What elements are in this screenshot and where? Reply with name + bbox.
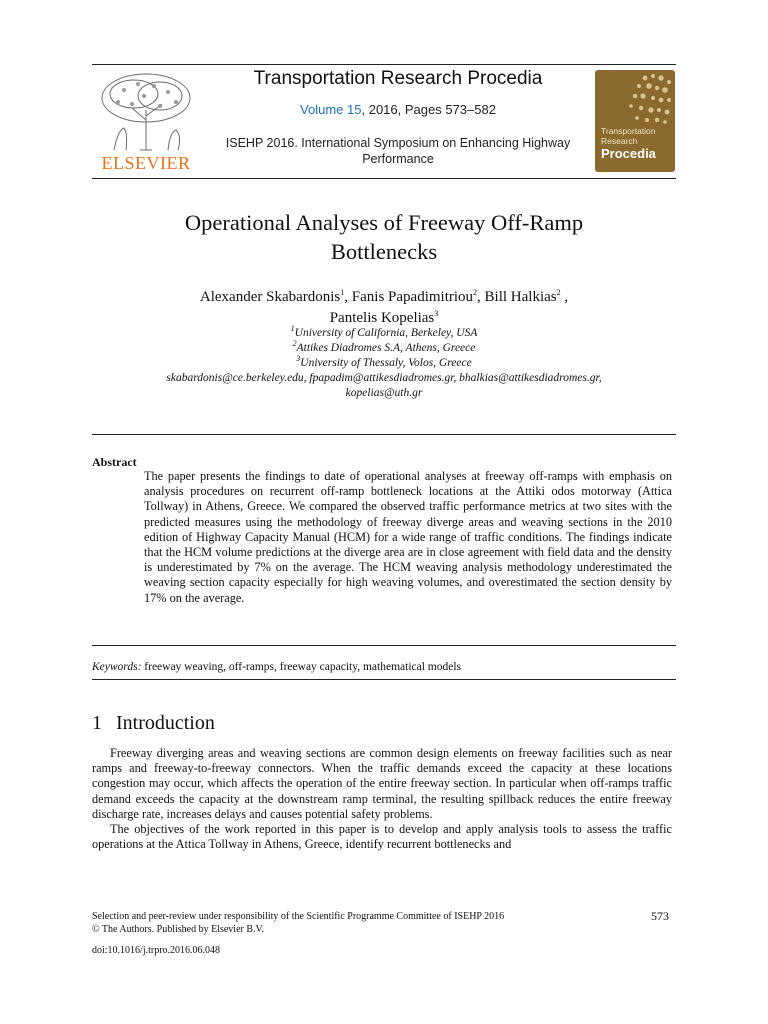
author-name: Bill Halkias — [484, 289, 557, 305]
paper-title-line-2: Bottlenecks — [330, 239, 438, 264]
affiliation-text: University of Thessaly, Volos, Greece — [300, 357, 472, 369]
cover-title — [601, 126, 656, 161]
body-text — [92, 746, 672, 852]
affiliation-number: 3 — [296, 354, 301, 364]
cover-dots-pattern — [595, 70, 675, 126]
conference-line-2: Performance — [362, 152, 434, 166]
volume-link[interactable]: Volume 15 — [300, 102, 362, 117]
author-line-1 — [92, 287, 676, 308]
procedia-cover-image — [595, 70, 675, 172]
affiliation-item — [92, 326, 676, 341]
section-title: Introduction — [116, 712, 215, 734]
journal-info — [210, 66, 586, 167]
author-affil-mark: 2 — [556, 288, 561, 297]
abstract-top-rule — [92, 434, 676, 435]
affiliation-text: Attikes Diadromes S.A, Athens, Greece — [296, 342, 476, 354]
abstract-bottom-rule — [92, 645, 676, 646]
paragraph: The objectives of the work reported in this paper is to develop and apply analysis tools to assess the traffic operations at the Attica Tollway in Athens, Greece, identify recurrent bottlenecks and — [92, 822, 672, 852]
page-number: 573 — [651, 909, 669, 923]
affiliation-number: 2 — [292, 339, 297, 349]
volume-details: , 2016, Pages 573–582 — [361, 102, 496, 117]
keywords — [92, 661, 461, 673]
abstract-label: Abstract — [92, 455, 137, 469]
paper-title-line-1: Operational Analyses of Freeway Off-Ramp — [184, 210, 584, 235]
email-line-2[interactable]: kopelias@uth.gr — [345, 387, 423, 399]
conference-name — [210, 135, 586, 167]
paper-title — [92, 208, 676, 266]
journal-volume — [210, 102, 586, 117]
author-separator: , — [560, 289, 569, 305]
keywords-label: Keywords: — [92, 661, 142, 673]
author-name: Pantelis Kopelias — [329, 310, 435, 326]
author-affil-mark: 1 — [340, 288, 345, 297]
section-number: 1 — [92, 712, 102, 734]
abstract-text: The paper presents the findings to date of operational analyses at freeway off-ramps with emphasis on analysis procedures on recurrent off-ramp bottleneck locations at the Attiki odos motorway (Attica Tollway) in Athens, Greece. We compared the observed traffic performance metrics at two sites with the predicted measures using the methodology of freeway diverge areas and weaving sections in the 2010 edition of Highway Capacity Manual (HCM) for a wide range of traffic conditions. The findings indicate that the HCM volume predictions at the diverge area are in close agreement with field data and the density is underestimated by 7% on the average. The HCM weaving analysis methodology underestimated the weaving section capacity especially for high weaving volumes, and overestimated the section density by 17% on the average. — [144, 469, 672, 605]
section-heading — [92, 712, 215, 735]
affiliations — [92, 326, 676, 401]
keywords-bottom-rule — [92, 679, 676, 680]
affiliation-item — [92, 356, 676, 371]
keywords-text: freeway weaving, off-ramps, freeway capacity, mathematical models — [144, 661, 462, 673]
email-line-1[interactable]: skabardonis@ce.berkeley.edu, fpapadim@attikesdiadromes.gr, bhalkias@attikesdiadromes.gr, — [166, 372, 602, 384]
author-affil-mark: 3 — [434, 309, 439, 318]
doi[interactable]: doi:10.1016/j.trpro.2016.06.048 — [92, 945, 221, 956]
author-list — [92, 287, 676, 329]
conference-line-1: ISEHP 2016. International Symposium on Enhancing Highway — [225, 136, 571, 150]
cover-line-3: Procedia — [601, 146, 656, 161]
cover-line-2: Research — [601, 136, 638, 146]
footnote-line-1: Selection and peer-review under responsibility of the Scientific Programme Committee of ISEHP 2016 — [92, 911, 505, 922]
author-affil-mark: 2 — [473, 288, 478, 297]
elsevier-wordmark: ELSEVIER — [101, 153, 191, 173]
journal-title[interactable]: Transportation Research Procedia — [253, 68, 543, 89]
header-bottom-rule — [92, 178, 676, 179]
author-separator: , — [344, 289, 352, 305]
author-name: Fanis Papadimitriou — [351, 289, 474, 305]
author-name: Alexander Skabardonis — [199, 289, 341, 305]
header-top-rule — [92, 64, 676, 65]
author-separator: , — [477, 289, 485, 305]
affiliation-number: 1 — [290, 324, 295, 334]
affiliation-item — [92, 341, 676, 356]
paragraph: Freeway diverging areas and weaving sections are common design elements on freeway facilities such as near ramps and freeway-to-freeway connectors. When the traffic demands exceed the capacity at these locations congestion may occur, which affects the operation of the entire freeway section. In particular when off-ramps traffic demand exceeds the capacity at the downstream ramp terminal, the resulting spillback reduces the entire freeway discharge rate, increases delays and causes potential safety problems. — [92, 746, 672, 821]
affiliation-text: University of California, Berkeley, USA — [294, 327, 478, 339]
cover-line-1: Transportation — [601, 126, 656, 136]
footnote — [92, 910, 632, 936]
footnote-line-2: © The Authors. Published by Elsevier B.V. — [92, 924, 264, 935]
